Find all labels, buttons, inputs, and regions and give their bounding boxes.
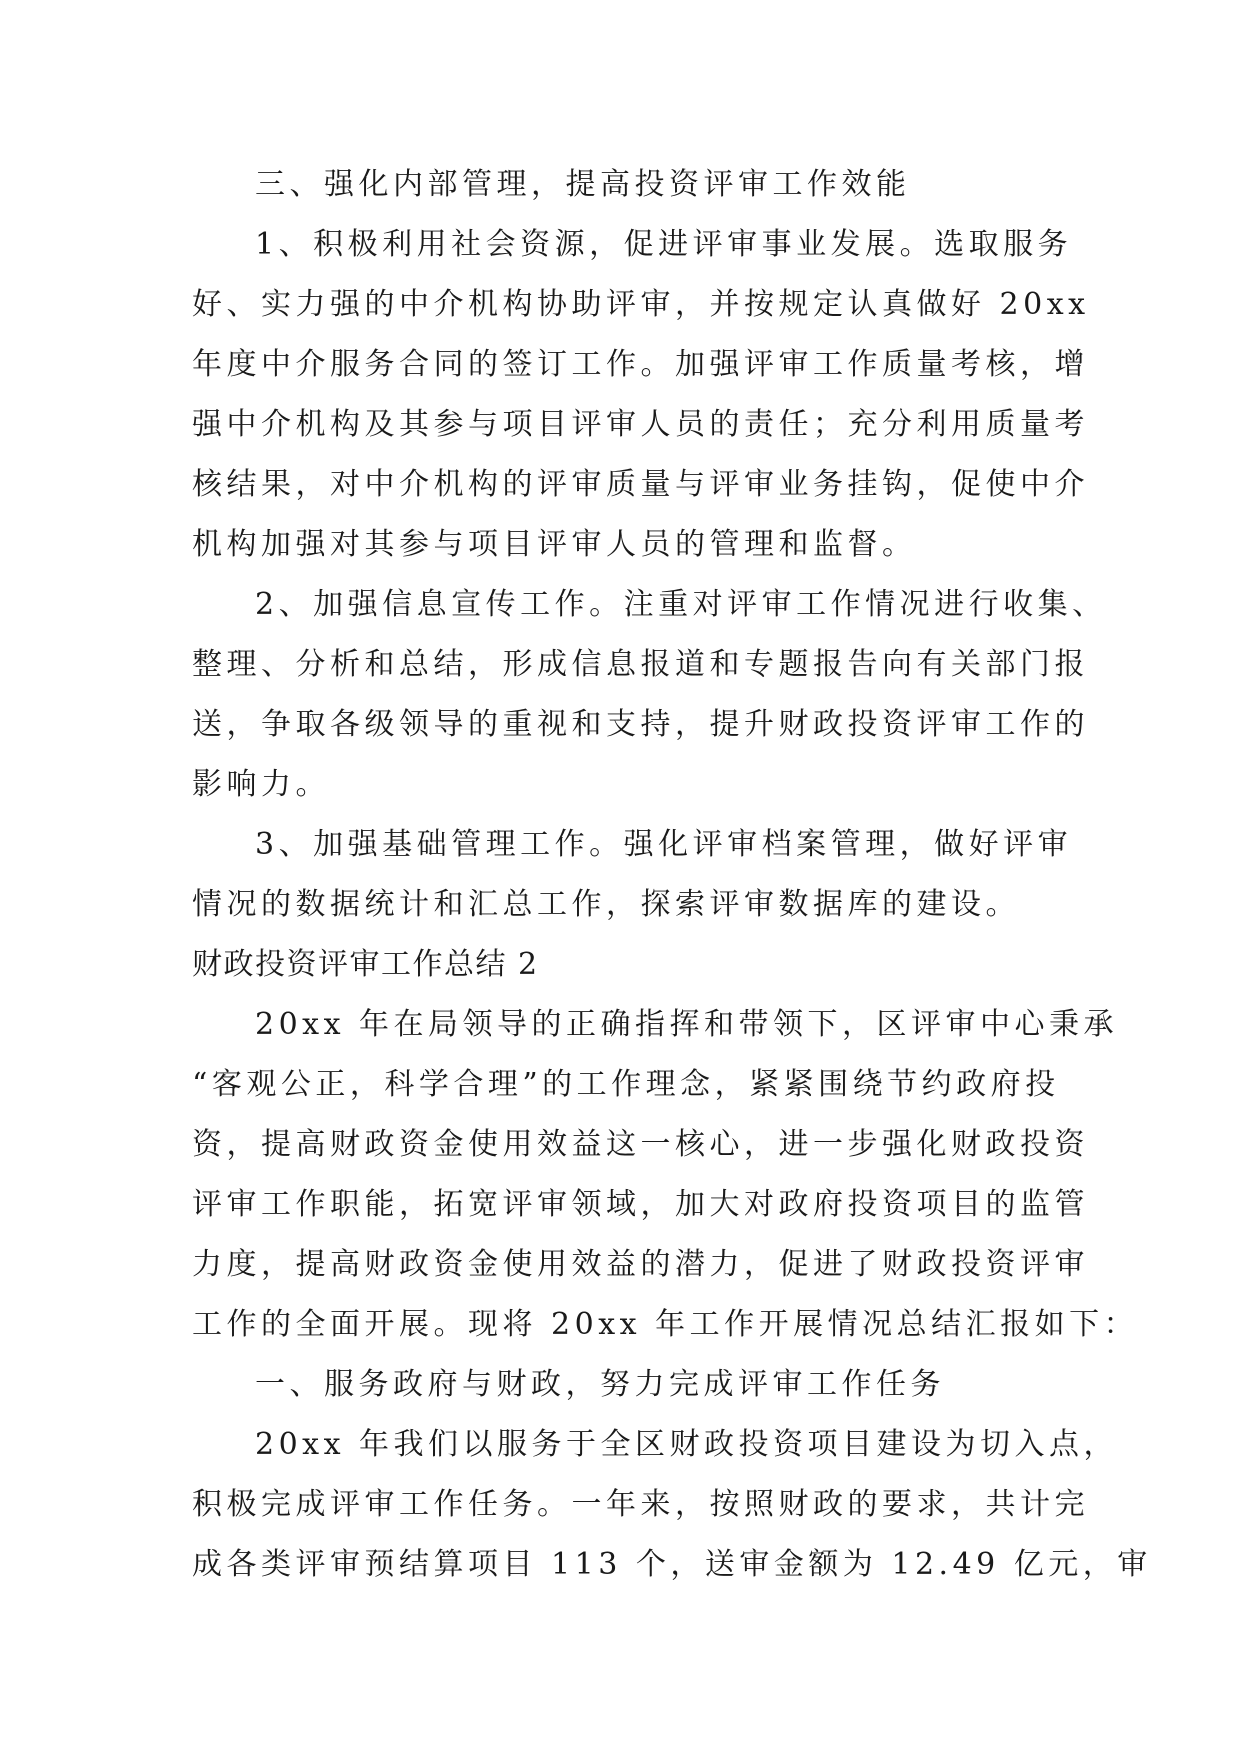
paragraph-line: 核结果，对中介机构的评审质量与评审业务挂钩，促使中介 — [192, 467, 1089, 502]
paragraph-line: 整理、分析和总结，形成信息报道和专题报告向有关部门报 — [192, 647, 1089, 682]
section-heading-3: 三、强化内部管理，提高投资评审工作效能 — [255, 167, 911, 202]
paragraph-line: 机构加强对其参与项目评审人员的管理和监督。 — [192, 527, 917, 562]
paragraph-line: 1、积极利用社会资源，促进评审事业发展。选取服务 — [255, 227, 1073, 262]
paragraph-line: 情况的数据统计和汇总工作，探索评审数据库的建设。 — [192, 887, 1020, 922]
paragraph-line: 影响力。 — [192, 767, 330, 802]
paragraph-line: “客观公正，科学合理”的工作理念，紧紧围绕节约政府投 — [192, 1067, 1060, 1102]
paragraph-line: 好、实力强的中介机构协助评审，并按规定认真做好 20xx — [192, 287, 1090, 322]
section-heading-1: 一、服务政府与财政，努力完成评审工作任务 — [255, 1367, 945, 1402]
paragraph-line: 积极完成评审工作任务。一年来，按照财政的要求，共计完 — [192, 1487, 1089, 1522]
paragraph-line: 评审工作职能，拓宽评审领域，加大对政府投资项目的监管 — [192, 1187, 1089, 1222]
paragraph-line: 送，争取各级领导的重视和支持，提升财政投资评审工作的 — [192, 707, 1089, 742]
paragraph-line: 强中介机构及其参与项目评审人员的责任；充分利用质量考 — [192, 407, 1089, 442]
paragraph-line: 力度，提高财政资金使用效益的潜力，促进了财政投资评审 — [192, 1247, 1089, 1282]
paragraph-line: 工作的全面开展。现将 20xx 年工作开展情况总结汇报如下： — [192, 1307, 1139, 1342]
paragraph-line: 2、加强信息宣传工作。注重对评审工作情况进行收集、 — [255, 587, 1107, 622]
document-title: 财政投资评审工作总结 2 — [192, 947, 539, 982]
paragraph-line: 资，提高财政资金使用效益这一核心，进一步强化财政投资 — [192, 1127, 1089, 1162]
paragraph-line: 20xx 年在局领导的正确指挥和带领下，区评审中心秉承 — [255, 1007, 1119, 1042]
paragraph-line: 成各类评审预结算项目 113 个，送审金额为 12.49 亿元，审 — [192, 1547, 1152, 1582]
paragraph-line: 年度中介服务合同的签订工作。加强评审工作质量考核，增 — [192, 347, 1089, 382]
paragraph-line: 3、加强基础管理工作。强化评审档案管理，做好评审 — [255, 827, 1073, 862]
paragraph-line: 20xx 年我们以服务于全区财政投资项目建设为切入点， — [255, 1427, 1119, 1462]
